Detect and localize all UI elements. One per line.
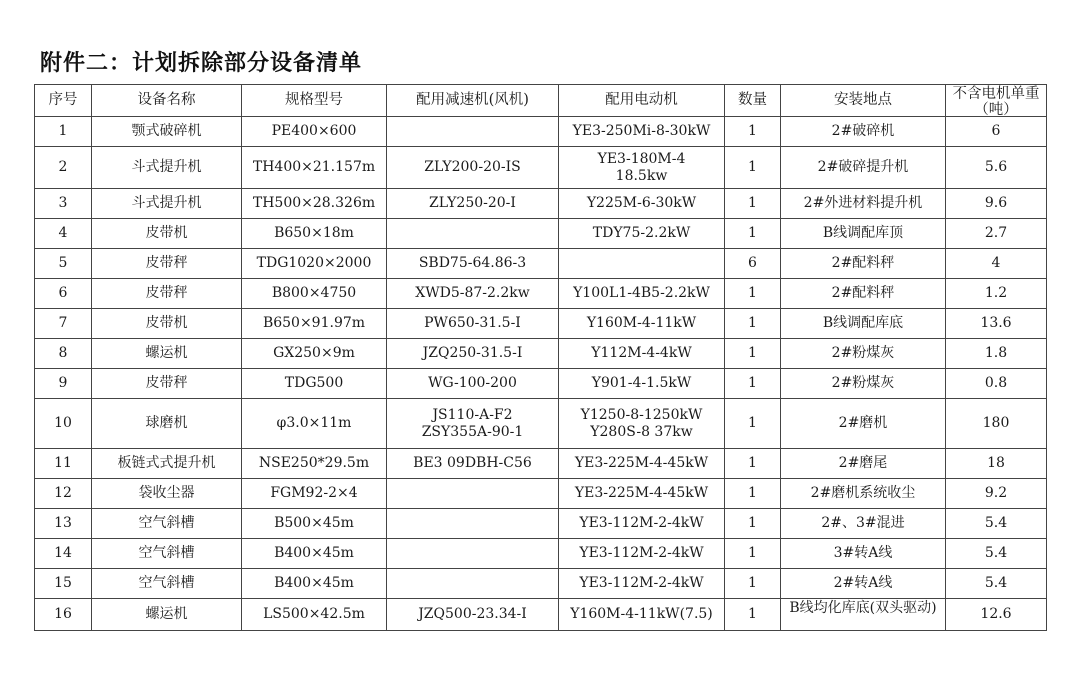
cell-weight — [946, 189, 1047, 219]
cell-location — [781, 539, 946, 569]
cell-name-text: 颚式破碎机 — [131, 123, 202, 139]
cell-location-text: 2#磨机系统收尘 — [810, 485, 916, 501]
cell-qty-text: 1 — [748, 515, 757, 531]
cell-no — [35, 309, 92, 339]
cell-weight-text: 4 — [991, 255, 1001, 271]
cell-weight — [946, 509, 1047, 539]
cell-reducer — [387, 539, 559, 569]
cell-motor-text: YE3-225M-4-45kW — [574, 485, 709, 501]
cell-weight — [946, 599, 1047, 631]
cell-motor — [559, 279, 725, 309]
cell-qty-text: 1 — [748, 545, 757, 561]
cell-reducer — [387, 309, 559, 339]
cell-spec-text: B400×45m — [274, 545, 354, 561]
cell-qty-text: 6 — [748, 255, 757, 271]
cell-motor-text: Y1250-8-1250kW Y280S-8 37kw — [580, 406, 703, 440]
cell-no — [35, 509, 92, 539]
cell-motor-text: YE3-112M-2-4kW — [579, 515, 704, 531]
cell-qty — [725, 189, 781, 219]
cell-name — [92, 117, 242, 147]
cell-name-text: 斗式提升机 — [131, 159, 202, 175]
cell-weight — [946, 339, 1047, 369]
cell-motor — [559, 449, 725, 479]
cell-spec-text: NSE250*29.5m — [258, 455, 370, 471]
cell-qty — [725, 399, 781, 449]
cell-motor — [559, 189, 725, 219]
table-row — [35, 219, 1047, 249]
cell-qty-text: 1 — [748, 606, 757, 622]
cell-motor — [559, 399, 725, 449]
cell-no — [35, 117, 92, 147]
cell-qty-text: 1 — [748, 415, 757, 431]
cell-no — [35, 399, 92, 449]
cell-spec-text: B650×18m — [274, 225, 354, 241]
cell-reducer — [387, 369, 559, 399]
cell-qty — [725, 479, 781, 509]
cell-spec — [242, 479, 387, 509]
cell-qty — [725, 599, 781, 631]
cell-location-text: 2#外进材料提升机 — [803, 195, 923, 211]
cell-motor-text: YE3-180M-4 18.5kw — [597, 150, 686, 184]
cell-location — [781, 509, 946, 539]
cell-reducer — [387, 219, 559, 249]
cell-no-text: 2 — [58, 159, 68, 175]
cell-reducer — [387, 509, 559, 539]
cell-location — [781, 117, 946, 147]
cell-qty — [725, 147, 781, 189]
cell-weight-text: 18 — [987, 455, 1005, 471]
cell-qty — [725, 569, 781, 599]
cell-reducer-text: BE3 09DBH-C56 — [413, 455, 532, 471]
cell-name — [92, 339, 242, 369]
cell-weight — [946, 449, 1047, 479]
cell-name-text: 皮带秤 — [145, 255, 188, 271]
cell-location — [781, 369, 946, 399]
cell-weight — [946, 147, 1047, 189]
cell-spec — [242, 249, 387, 279]
cell-reducer-text: ZLY250-20-Ⅰ — [429, 195, 516, 211]
cell-name-text: 板链式式提升机 — [117, 455, 216, 471]
cell-motor — [559, 339, 725, 369]
cell-qty — [725, 249, 781, 279]
cell-qty-text: 1 — [748, 159, 757, 175]
cell-spec-text: B650×91.97m — [262, 315, 366, 331]
table-row — [35, 399, 1047, 449]
cell-weight-text: 9.2 — [984, 485, 1008, 501]
cell-no — [35, 219, 92, 249]
cell-name-text: 皮带秤 — [145, 375, 188, 391]
cell-location — [781, 309, 946, 339]
cell-spec-text: φ3.0×11m — [276, 415, 352, 431]
cell-weight — [946, 539, 1047, 569]
cell-name-text: 皮带机 — [145, 225, 188, 241]
cell-motor — [559, 479, 725, 509]
cell-no-text: 6 — [58, 285, 68, 301]
cell-motor-text: TDY75-2.2kW — [592, 225, 691, 241]
cell-name-text: 螺运机 — [145, 606, 188, 622]
cell-spec-text: TH500×28.326m — [252, 195, 376, 211]
cell-weight-text: 5.6 — [984, 159, 1008, 175]
cell-location-text: 2#粉煤灰 — [831, 375, 895, 391]
cell-no-text: 5 — [58, 255, 68, 271]
cell-no-text: 13 — [54, 515, 72, 531]
cell-motor-text: Y100L1-4B5-2.2kW — [573, 285, 710, 301]
cell-weight — [946, 479, 1047, 509]
cell-no — [35, 147, 92, 189]
cell-no-text: 14 — [54, 545, 72, 561]
table-row — [35, 479, 1047, 509]
cell-qty-text: 1 — [748, 195, 757, 211]
cell-no-text: 11 — [54, 455, 72, 471]
cell-qty-text: 1 — [748, 455, 757, 471]
cell-location — [781, 279, 946, 309]
cell-motor — [559, 249, 725, 279]
cell-name-text: 球磨机 — [145, 415, 188, 431]
cell-spec-text: LS500×42.5m — [263, 606, 365, 622]
table-row — [35, 249, 1047, 279]
table-row — [35, 117, 1047, 147]
cell-motor — [559, 509, 725, 539]
cell-weight — [946, 369, 1047, 399]
cell-motor-text: Y225M-6-30kW — [586, 195, 697, 211]
cell-no-text: 15 — [54, 575, 72, 591]
cell-motor — [559, 309, 725, 339]
cell-qty — [725, 279, 781, 309]
cell-weight — [946, 309, 1047, 339]
cell-qty-text: 1 — [748, 575, 757, 591]
cell-name-text: 空气斜槽 — [138, 515, 195, 531]
cell-name — [92, 569, 242, 599]
cell-reducer-text: PW650-31.5-Ⅰ — [424, 315, 521, 331]
cell-name-text: 空气斜槽 — [138, 575, 195, 591]
cell-reducer-text: JZQ250-31.5-Ⅰ — [422, 345, 523, 361]
cell-no — [35, 449, 92, 479]
cell-qty-text: 1 — [748, 285, 757, 301]
cell-weight-text: 1.8 — [984, 345, 1008, 361]
header-reducer: 配用减速机(风机) — [387, 85, 559, 117]
cell-motor — [559, 539, 725, 569]
table-body — [35, 117, 1047, 631]
cell-motor-text: Y901-4-1.5kW — [591, 375, 692, 391]
cell-spec — [242, 399, 387, 449]
cell-qty — [725, 509, 781, 539]
cell-weight — [946, 249, 1047, 279]
cell-qty — [725, 449, 781, 479]
header-spec: 规格型号 — [242, 85, 387, 117]
cell-name — [92, 479, 242, 509]
cell-spec-text: GX250×9m — [273, 345, 355, 361]
cell-weight — [946, 399, 1047, 449]
cell-spec — [242, 117, 387, 147]
cell-weight-text: 6 — [991, 123, 1001, 139]
cell-no-text: 4 — [58, 225, 68, 241]
cell-name — [92, 599, 242, 631]
cell-qty — [725, 339, 781, 369]
cell-qty — [725, 309, 781, 339]
cell-qty — [725, 369, 781, 399]
table-row — [35, 369, 1047, 399]
cell-name — [92, 147, 242, 189]
cell-location — [781, 599, 946, 631]
cell-spec — [242, 339, 387, 369]
table-row — [35, 509, 1047, 539]
cell-reducer — [387, 449, 559, 479]
cell-location-text: 2#磨机 — [838, 415, 888, 431]
cell-spec — [242, 369, 387, 399]
cell-motor-text: Y160M-4-11kW — [586, 315, 697, 331]
cell-no — [35, 249, 92, 279]
cell-name-text: 空气斜槽 — [138, 545, 195, 561]
cell-spec-text: PE400×600 — [271, 123, 357, 139]
cell-weight — [946, 117, 1047, 147]
cell-reducer — [387, 249, 559, 279]
cell-no — [35, 189, 92, 219]
header-location: 安装地点 — [781, 85, 946, 117]
cell-spec-text: B400×45m — [274, 575, 354, 591]
table-row — [35, 189, 1047, 219]
cell-no — [35, 599, 92, 631]
table-header-row — [35, 85, 1047, 117]
cell-name — [92, 369, 242, 399]
cell-reducer-text: WG-100-200 — [428, 375, 517, 391]
cell-no-text: 3 — [58, 195, 68, 211]
cell-location — [781, 399, 946, 449]
cell-name — [92, 449, 242, 479]
cell-no-text: 16 — [54, 606, 72, 622]
cell-location — [781, 449, 946, 479]
table-row — [35, 569, 1047, 599]
cell-name-text: 斗式提升机 — [131, 195, 202, 211]
header-weight — [946, 85, 1047, 117]
cell-location-text: 2#转A线 — [833, 575, 893, 591]
cell-weight-text: 180 — [982, 415, 1010, 431]
cell-location — [781, 219, 946, 249]
cell-spec-text: B500×45m — [274, 515, 354, 531]
cell-no — [35, 539, 92, 569]
cell-no — [35, 479, 92, 509]
cell-spec — [242, 219, 387, 249]
header-no: 序号 — [35, 85, 92, 117]
cell-qty — [725, 219, 781, 249]
cell-reducer — [387, 599, 559, 631]
table-row — [35, 309, 1047, 339]
cell-location — [781, 249, 946, 279]
cell-qty-text: 1 — [748, 315, 757, 331]
cell-spec — [242, 569, 387, 599]
cell-location — [781, 569, 946, 599]
table-row — [35, 279, 1047, 309]
cell-reducer — [387, 117, 559, 147]
cell-spec — [242, 189, 387, 219]
cell-location-text: B线均化库底(双头驱动) — [789, 600, 937, 616]
cell-location — [781, 147, 946, 189]
cell-no — [35, 339, 92, 369]
cell-qty-text: 1 — [748, 225, 757, 241]
cell-location-text: 2#破碎提升机 — [817, 159, 909, 175]
cell-location — [781, 339, 946, 369]
cell-weight-text: 0.8 — [984, 375, 1008, 391]
cell-qty-text: 1 — [748, 375, 757, 391]
cell-location — [781, 479, 946, 509]
cell-weight-text: 5.4 — [984, 575, 1008, 591]
cell-motor — [559, 369, 725, 399]
cell-reducer — [387, 147, 559, 189]
cell-location-text: 3#转A线 — [833, 545, 893, 561]
cell-location-text: 2#配料秤 — [831, 255, 895, 271]
cell-spec-text: FGM92-2×4 — [270, 485, 358, 501]
cell-spec-text: TH400×21.157m — [252, 159, 376, 175]
cell-no — [35, 569, 92, 599]
header-weight-text: 不含电机单重（吨） — [952, 86, 1040, 116]
cell-location — [781, 189, 946, 219]
cell-weight — [946, 279, 1047, 309]
cell-spec — [242, 599, 387, 631]
cell-motor-text: Y112M-4-4kW — [591, 345, 692, 361]
cell-no-text: 7 — [58, 315, 68, 331]
cell-motor — [559, 569, 725, 599]
cell-weight-text: 1.2 — [984, 285, 1008, 301]
cell-motor-text: YE3-112M-2-4kW — [579, 575, 704, 591]
cell-no-text: 12 — [54, 485, 72, 501]
table-row — [35, 599, 1047, 631]
cell-qty-text: 1 — [748, 123, 757, 139]
cell-name — [92, 279, 242, 309]
cell-reducer-text: XWD5-87-2.2kw — [415, 285, 530, 301]
cell-no-text: 1 — [58, 123, 68, 139]
cell-name-text: 皮带机 — [145, 315, 188, 331]
cell-location-text: 2#磨尾 — [838, 455, 888, 471]
cell-no — [35, 279, 92, 309]
cell-weight — [946, 569, 1047, 599]
cell-reducer — [387, 399, 559, 449]
cell-location-text: 2#粉煤灰 — [831, 345, 895, 361]
table-row — [35, 449, 1047, 479]
cell-motor-text: Y160M-4-11kW(7.5) — [570, 606, 713, 622]
cell-weight-text: 9.6 — [984, 195, 1008, 211]
cell-spec-text: TDG1020×2000 — [256, 255, 372, 271]
cell-spec — [242, 309, 387, 339]
cell-motor-text: YE3-112M-2-4kW — [579, 545, 704, 561]
cell-reducer — [387, 339, 559, 369]
cell-reducer — [387, 479, 559, 509]
header-name: 设备名称 — [92, 85, 242, 117]
cell-weight — [946, 219, 1047, 249]
cell-no-text: 9 — [58, 375, 68, 391]
cell-reducer-text: ZLY200-20-IS — [424, 159, 521, 175]
table-row — [35, 339, 1047, 369]
table-row — [35, 147, 1047, 189]
cell-location-text: 2#配料秤 — [831, 285, 895, 301]
cell-reducer-text: JS110-A-F2 ZSY355A-90-1 — [421, 406, 524, 440]
cell-location-text: B线调配库底 — [822, 315, 904, 331]
cell-name-text: 螺运机 — [145, 345, 188, 361]
cell-reducer — [387, 279, 559, 309]
cell-reducer — [387, 569, 559, 599]
cell-qty — [725, 117, 781, 147]
cell-name — [92, 509, 242, 539]
header-qty: 数量 — [725, 85, 781, 117]
cell-weight-text: 13.6 — [980, 315, 1012, 331]
cell-reducer-text: SBD75-64.86-3 — [418, 255, 527, 271]
cell-motor — [559, 117, 725, 147]
page-title: 附件二：计划拆除部分设备清单 — [40, 51, 363, 76]
cell-location-text: 2#、3#混进 — [821, 515, 905, 531]
cell-name — [92, 399, 242, 449]
header-motor: 配用电动机 — [559, 85, 725, 117]
cell-motor — [559, 599, 725, 631]
cell-motor — [559, 147, 725, 189]
equipment-table — [34, 84, 1047, 631]
cell-name — [92, 539, 242, 569]
cell-name-text: 袋收尘器 — [138, 485, 195, 501]
cell-qty-text: 1 — [748, 345, 757, 361]
cell-no-text: 10 — [54, 415, 72, 431]
cell-weight-text: 12.6 — [980, 606, 1012, 622]
cell-name-text: 皮带秤 — [145, 285, 188, 301]
cell-qty — [725, 539, 781, 569]
cell-weight-text: 2.7 — [984, 225, 1008, 241]
cell-no-text: 8 — [58, 345, 68, 361]
cell-spec-text: TDG500 — [284, 375, 344, 391]
cell-spec — [242, 539, 387, 569]
cell-qty-text: 1 — [748, 485, 757, 501]
cell-spec — [242, 509, 387, 539]
cell-location-text: 2#破碎机 — [831, 123, 895, 139]
cell-weight-text: 5.4 — [984, 515, 1008, 531]
cell-reducer-text: JZQ500-23.34-Ⅰ — [418, 606, 527, 622]
cell-name — [92, 249, 242, 279]
cell-spec — [242, 449, 387, 479]
cell-no — [35, 369, 92, 399]
cell-reducer — [387, 189, 559, 219]
cell-motor — [559, 219, 725, 249]
cell-spec-text: B800×4750 — [271, 285, 357, 301]
cell-name — [92, 189, 242, 219]
cell-name — [92, 309, 242, 339]
cell-spec — [242, 147, 387, 189]
cell-name — [92, 219, 242, 249]
table-row — [35, 539, 1047, 569]
cell-motor-text: YE3-225M-4-45kW — [574, 455, 709, 471]
cell-motor-text: YE3-250Mi-8-30kW — [572, 123, 711, 139]
cell-spec — [242, 279, 387, 309]
cell-weight-text: 5.4 — [984, 545, 1008, 561]
cell-location-text: B线调配库顶 — [822, 225, 904, 241]
